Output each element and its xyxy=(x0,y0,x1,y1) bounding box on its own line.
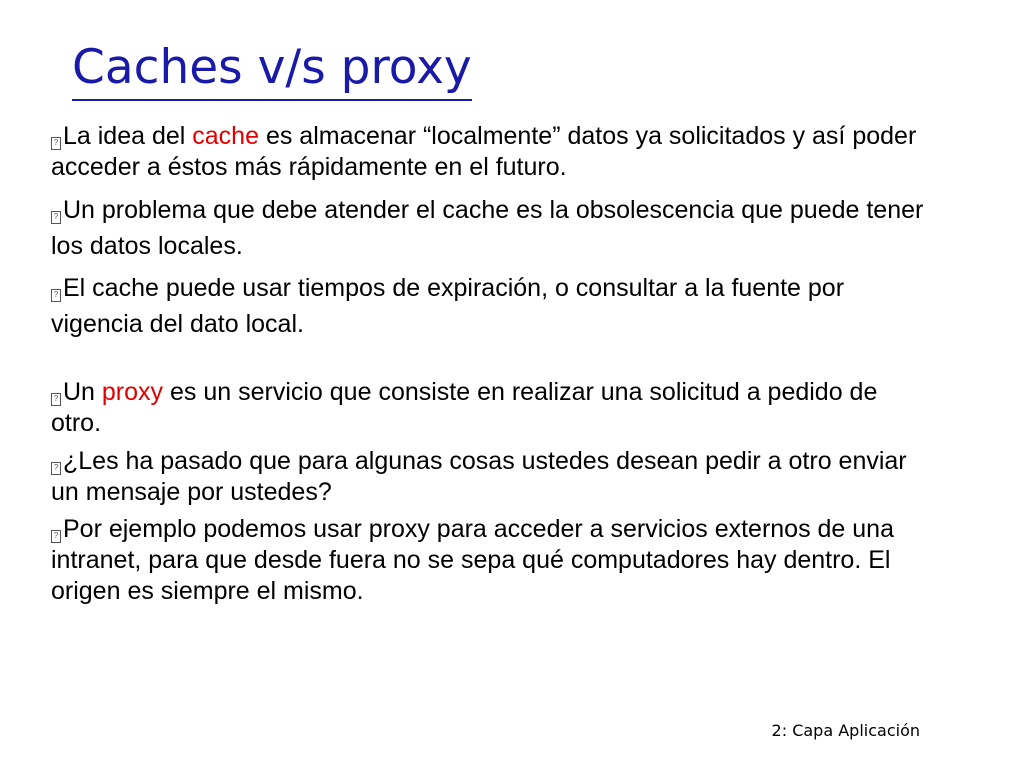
bullet-question xyxy=(51,446,931,508)
bullet-marker-icon: ? xyxy=(51,393,61,406)
bullet-text: ¿Les ha pasado que para algunas cosas ustedes desean pedir a otro enviar un mensaje por ustedes? xyxy=(51,447,907,506)
bullet-marker-icon: ? xyxy=(51,530,61,543)
bullet-text: Un xyxy=(63,378,102,406)
bullet-text: La idea del xyxy=(63,122,193,150)
bullet-text: es almacenar “localmente” datos ya solicitados y así poder acceder a éstos más rápidamente en el futuro. xyxy=(51,122,917,181)
bullet-marker-icon: ? xyxy=(51,289,61,302)
bullet-obsolescence xyxy=(51,192,931,264)
bullet-marker-icon: ? xyxy=(51,137,61,150)
bullet-cache-idea xyxy=(51,121,931,183)
bullet-proxy-definition xyxy=(51,377,931,439)
bullet-marker-icon: ? xyxy=(51,462,61,475)
slide-footer: 2: Capa Aplicación xyxy=(771,721,920,740)
bullet-text: Por ejemplo podemos usar proxy para acceder a servicios externos de una intranet, para que desde fuera no se sepa qué computadores hay dentro. El origen es siempre el mismo. xyxy=(51,515,894,605)
bullet-marker-icon: ? xyxy=(51,211,61,224)
highlight-term-cache: cache xyxy=(192,122,259,150)
bullet-text: Un problema que debe atender el cache es la obsolescencia que puede tener los datos locales. xyxy=(51,196,924,260)
bullet-text: es un servicio que consiste en realizar una solicitud a pedido de otro. xyxy=(51,378,878,437)
bullet-example xyxy=(51,514,931,607)
highlight-term-proxy: proxy xyxy=(101,378,164,406)
bullet-expiration xyxy=(51,270,931,342)
bullet-text: El cache puede usar tiempos de expiración, o consultar a la fuente por vigencia del dato local. xyxy=(51,274,845,338)
slide-title: Caches v/s proxy xyxy=(72,38,472,101)
